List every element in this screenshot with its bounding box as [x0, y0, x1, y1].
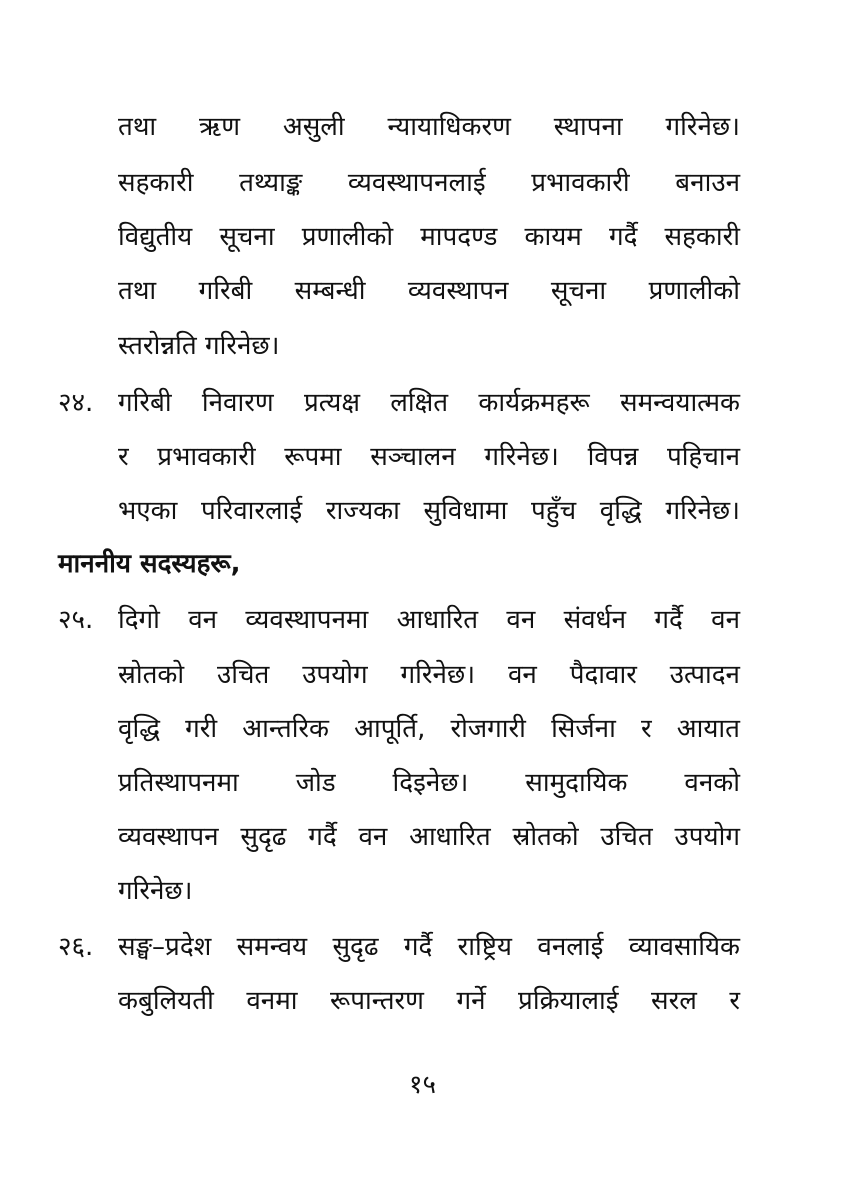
paragraph-line: तथा गरिबी सम्बन्धी व्यवस्थापन सूचना प्रणालीको: [118, 276, 740, 306]
paragraph-line: स्तरोन्नति गरिनेछ।: [118, 331, 280, 361]
paragraph-line: वृद्धि गरी आन्तरिक आपूर्ति, रोजगारी सिर्जना र आयात: [118, 714, 740, 744]
section-number: २५.: [58, 605, 94, 635]
paragraph-line: तथा ऋण असुली न्यायाधिकरण स्थापना गरिनेछ।: [118, 112, 740, 142]
section-number: २६.: [58, 932, 94, 962]
paragraph-line: सङ्घ–प्रदेश समन्वय सुदृढ गर्दै राष्ट्रिय वनलाई व्यावसायिक: [118, 932, 740, 962]
paragraph-line: गरिनेछ।: [118, 876, 193, 906]
paragraph-line: व्यवस्थापन सुदृढ गर्दै वन आधारित स्रोतको उचित उपयोग: [118, 822, 740, 852]
page-number: १५: [408, 1070, 437, 1100]
section-heading: माननीय सदस्यहरू,: [58, 549, 241, 579]
paragraph-line: र प्रभावकारी रूपमा सञ्चालन गरिनेछ। विपन्न पहिचान: [118, 442, 740, 472]
paragraph-line: सहकारी तथ्याङ्क व्यवस्थापनलाई प्रभावकारी बनाउन: [118, 168, 740, 198]
paragraph-line: भएका परिवारलाई राज्यका सुविधामा पहुँच वृद्धि गरिनेछ।: [118, 496, 740, 526]
section-number: २४.: [58, 388, 94, 418]
paragraph-line: गरिबी निवारण प्रत्यक्ष लक्षित कार्यक्रमहरू समन्वयात्मक: [118, 388, 740, 418]
paragraph-line: विद्युतीय सूचना प्रणालीको मापदण्ड कायम गर्दै सहकारी: [118, 222, 740, 252]
paragraph-line: प्रतिस्थापनमा जोड दिइनेछ। सामुदायिक वनको: [118, 768, 740, 798]
paragraph-line: दिगो वन व्यवस्थापनमा आधारित वन संवर्धन गर्दै वन: [118, 605, 740, 635]
paragraph-line: कबुलियती वनमा रूपान्तरण गर्ने प्रक्रियालाई सरल र: [118, 986, 740, 1016]
paragraph-line: स्रोतको उचित उपयोग गरिनेछ। वन पैदावार उत्पादन: [118, 660, 740, 690]
